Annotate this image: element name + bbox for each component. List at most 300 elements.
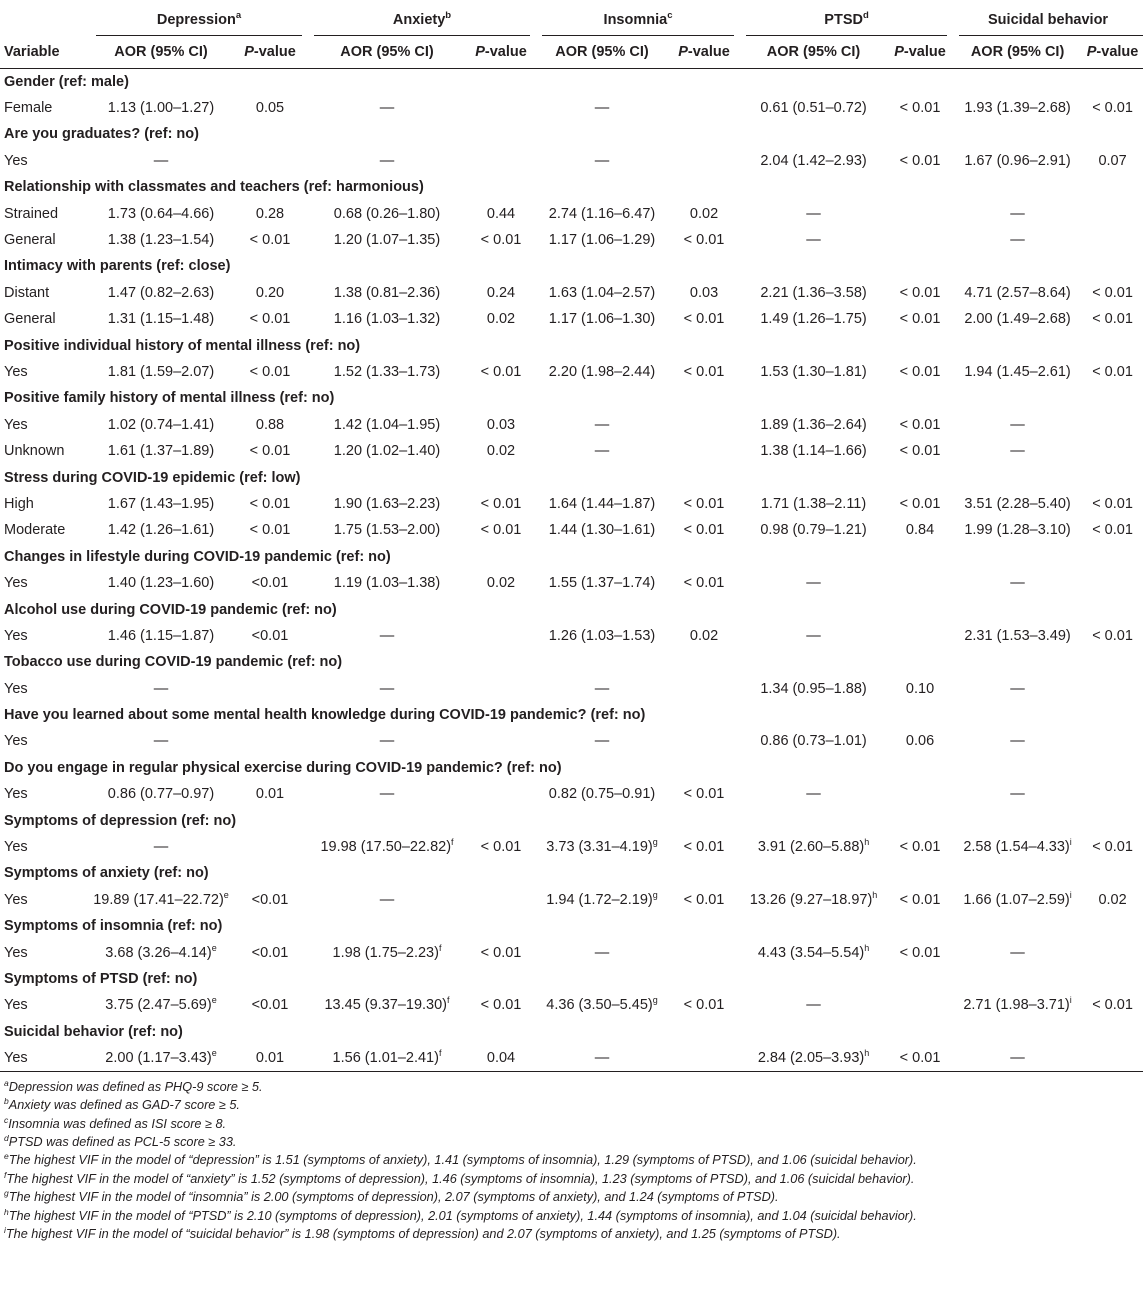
section-label: Symptoms of insomnia (ref: no) xyxy=(4,918,223,935)
p-value-cell: < 0.01 xyxy=(899,284,941,301)
p-value-cell: < 0.01 xyxy=(1092,627,1133,644)
aor-value: 1.89 (1.36–2.64) xyxy=(760,416,867,433)
aor-value: 3.51 (2.28–5.40) xyxy=(964,495,1071,512)
p-value-cell: < 0.01 xyxy=(899,416,941,433)
aor-value: — xyxy=(594,416,610,433)
aor-cell xyxy=(740,95,887,121)
section-label: Changes in lifestyle during COVID-19 pandemic (ref: no) xyxy=(4,548,391,565)
p-value-cell: < 0.01 xyxy=(1092,311,1133,328)
p-value-cell: 0.02 xyxy=(486,575,516,592)
p-value-cell: < 0.01 xyxy=(899,944,941,961)
aor-cell xyxy=(740,200,887,226)
aor-value: 1.17 (1.06–1.30) xyxy=(548,311,656,328)
aor-value: 1.94 (1.72–2.19) xyxy=(546,891,653,908)
aor-value: 0.98 (0.79–1.21) xyxy=(760,522,867,539)
table-row xyxy=(0,728,1143,754)
aor-value: 1.98 (1.75–2.23) xyxy=(332,944,439,961)
aor-value: — xyxy=(594,733,610,750)
p-value-cell: 0.10 xyxy=(905,680,935,697)
p-value-cell: < 0.01 xyxy=(899,839,941,856)
row-label: Yes xyxy=(4,363,28,380)
aor-value: — xyxy=(594,680,610,697)
p-value-cell: 0.03 xyxy=(689,284,719,301)
aor-value: — xyxy=(594,1049,610,1066)
footnote-mark: e xyxy=(223,889,229,900)
aor-cell xyxy=(740,1045,887,1071)
p-value-header: P-value xyxy=(466,36,536,69)
aor-value: — xyxy=(594,152,610,169)
aor-value: 1.66 (1.07–2.59) xyxy=(963,891,1070,908)
section-row xyxy=(0,385,1143,411)
footnote-mark: i xyxy=(1069,995,1072,1006)
p-value-cell xyxy=(466,887,536,913)
section-label: Do you engage in regular physical exercise during COVID-19 pandemic? (ref: no) xyxy=(4,759,562,776)
footnote-mark: f xyxy=(451,837,454,848)
section-label: Symptoms of anxiety (ref: no) xyxy=(4,865,209,882)
p-value-cell: < 0.01 xyxy=(683,232,725,249)
aor-cell xyxy=(953,570,1082,596)
p-value-cell: <0.01 xyxy=(251,891,289,908)
p-value-header: P-value xyxy=(232,36,308,69)
p-value-cell xyxy=(232,675,308,701)
aor-value: 1.81 (1.59–2.07) xyxy=(107,363,215,380)
aor-value: 2.58 (1.54–4.33) xyxy=(963,839,1070,856)
footnote-text: Anxiety was defined as GAD-7 score ≥ 5. xyxy=(8,1098,240,1113)
aor-value: 1.02 (0.74–1.41) xyxy=(107,416,215,433)
aor-value: — xyxy=(153,839,169,856)
p-value-cell xyxy=(1082,781,1143,807)
table-header xyxy=(0,4,1143,69)
aor-value: — xyxy=(379,627,395,644)
footnote-mark: e xyxy=(4,1151,9,1162)
aor-cell xyxy=(953,280,1082,306)
aor-value: 1.44 (1.30–1.61) xyxy=(548,522,656,539)
aor-value: 1.71 (1.38–2.11) xyxy=(760,495,867,512)
p-value-cell: < 0.01 xyxy=(1092,997,1133,1014)
section-label: Gender (ref: male) xyxy=(4,73,129,90)
p-value-cell xyxy=(466,95,536,121)
aor-cell xyxy=(536,728,668,754)
aor-value: 1.20 (1.07–1.35) xyxy=(333,232,441,249)
section-row xyxy=(0,966,1143,992)
footnote xyxy=(4,1207,1143,1225)
section-row xyxy=(0,121,1143,147)
aor-cell xyxy=(90,517,232,543)
aor-cell xyxy=(90,781,232,807)
aor-value: 1.42 (1.04–1.95) xyxy=(333,416,441,433)
aor-cell xyxy=(308,675,466,701)
aor-cell xyxy=(536,781,668,807)
aor-header: AOR (95% CI) xyxy=(740,36,887,69)
p-value-cell: < 0.01 xyxy=(249,232,291,249)
aor-cell xyxy=(740,623,887,649)
group-header-ptsd: PTSD$^d$ xyxy=(740,4,953,36)
aor-value: 1.55 (1.37–1.74) xyxy=(548,575,656,592)
aor-header: AOR (95% CI) xyxy=(953,36,1082,69)
aor-cell xyxy=(740,728,887,754)
section-label: Intimacy with parents (ref: close) xyxy=(4,258,231,275)
aor-value: — xyxy=(379,786,395,803)
footnote-mark: f xyxy=(438,942,442,953)
footnotes xyxy=(0,1078,1143,1244)
p-value-cell xyxy=(887,992,953,1018)
p-value-cell: < 0.01 xyxy=(480,232,522,249)
footnote xyxy=(4,1170,1143,1188)
aor-value: 1.64 (1.44–1.87) xyxy=(548,495,656,512)
aor-value: 2.00 (1.49–2.68) xyxy=(964,311,1071,328)
aor-cell xyxy=(953,887,1082,913)
variable-header-spacer xyxy=(0,4,90,36)
p-value-cell: 0.24 xyxy=(486,284,516,301)
aor-value: 13.45 (9.37–19.30) xyxy=(324,997,448,1014)
aor-value: 2.31 (1.53–3.49) xyxy=(964,627,1071,644)
aor-value: — xyxy=(806,232,821,249)
aor-cell xyxy=(740,148,887,174)
aor-value: 1.49 (1.26–1.75) xyxy=(760,311,867,328)
row-label: Yes xyxy=(0,1045,90,1071)
p-value-cell: 0.84 xyxy=(905,522,935,539)
p-value-cell xyxy=(887,623,953,649)
aor-value: 0.86 (0.73–1.01) xyxy=(760,733,867,750)
aor-value: 1.40 (1.23–1.60) xyxy=(107,575,215,592)
aor-value: 1.47 (0.82–2.63) xyxy=(107,284,215,301)
p-value-cell xyxy=(887,200,953,226)
footnote xyxy=(4,1151,1143,1169)
section-label: Are you graduates? (ref: no) xyxy=(4,126,199,143)
p-value-cell: 0.20 xyxy=(255,284,285,301)
table-row xyxy=(0,570,1143,596)
p-value-cell: < 0.01 xyxy=(1092,284,1133,301)
aor-cell xyxy=(953,517,1082,543)
aor-cell xyxy=(536,623,668,649)
p-value-cell: < 0.01 xyxy=(480,363,522,380)
aor-cell xyxy=(953,1045,1082,1071)
aor-cell xyxy=(953,95,1082,121)
aor-cell xyxy=(953,227,1082,253)
p-value-cell: 0.28 xyxy=(255,205,285,222)
section-row xyxy=(0,860,1143,886)
aor-cell xyxy=(740,491,887,517)
p-value-cell xyxy=(1082,227,1143,253)
aor-value: — xyxy=(594,100,610,117)
aor-value: 1.93 (1.39–2.68) xyxy=(964,100,1071,117)
aor-cell xyxy=(740,887,887,913)
aor-cell xyxy=(953,491,1082,517)
table-row xyxy=(0,781,1143,807)
group-header-insomnia: Insomnia$^c$ xyxy=(536,4,740,36)
aor-value: 2.04 (1.42–2.93) xyxy=(760,152,867,169)
aor-cell xyxy=(308,887,466,913)
row-label: Yes xyxy=(4,997,28,1014)
p-value-cell: < 0.01 xyxy=(683,311,725,328)
p-value-cell: <0.01 xyxy=(251,627,289,644)
aor-cell xyxy=(90,438,232,464)
footnote-text: The highest VIF in the model of “depression” is 1.51 (symptoms of anxiety), 1.41 (symptoms of insomnia), 1.29 (symptoms of PTSD), and 1.06 (suicidal behavior). xyxy=(8,1153,917,1168)
aor-cell xyxy=(308,200,466,226)
aor-cell xyxy=(953,359,1082,385)
p-value-cell: < 0.01 xyxy=(683,839,725,856)
aor-value: — xyxy=(806,205,821,222)
row-label: Yes xyxy=(4,733,28,750)
p-value-cell: 0.07 xyxy=(1098,152,1127,169)
section-label: Positive family history of mental illness (ref: no) xyxy=(4,390,335,407)
table-body xyxy=(0,69,1143,1072)
p-value-cell: < 0.01 xyxy=(480,997,522,1014)
aor-cell xyxy=(953,939,1082,965)
p-value-cell xyxy=(1082,200,1143,226)
p-value-cell xyxy=(668,95,740,121)
aor-value: 3.75 (2.47–5.69) xyxy=(105,997,212,1014)
row-label: Yes xyxy=(4,575,28,592)
table-row xyxy=(0,1045,1143,1071)
p-value-cell: <0.01 xyxy=(251,997,289,1014)
aor-cell xyxy=(536,438,668,464)
footnote-mark: e xyxy=(211,942,217,953)
aor-value: 1.63 (1.04–2.57) xyxy=(548,284,656,301)
p-value-cell xyxy=(668,148,740,174)
aor-cell xyxy=(308,517,466,543)
aor-cell xyxy=(308,148,466,174)
aor-cell xyxy=(536,491,668,517)
footnote xyxy=(4,1225,1143,1243)
p-value-cell: < 0.01 xyxy=(249,311,291,328)
footnote-mark: c xyxy=(4,1114,9,1125)
aor-value: — xyxy=(1010,443,1025,460)
aor-header: AOR (95% CI) xyxy=(90,36,232,69)
p-value-cell xyxy=(668,412,740,438)
p-value-cell: 0.04 xyxy=(466,1045,536,1071)
section-label: Alcohol use during COVID-19 pandemic (ref: no) xyxy=(4,601,337,618)
aor-value: 1.38 (0.81–2.36) xyxy=(333,284,441,301)
footnote-text: The highest VIF in the model of “anxiety” is 1.52 (symptoms of depression), 1.46 (symptoms of insomnia), 1.23 (symptoms of PTSD), and 1.06 (suicidal behavior). xyxy=(6,1171,915,1186)
footnote-text: PTSD was defined as PCL-5 score ≥ 33. xyxy=(8,1135,237,1150)
aor-value: 1.38 (1.14–1.66) xyxy=(760,443,867,460)
aor-cell xyxy=(740,412,887,438)
p-value-cell: 0.88 xyxy=(255,416,285,433)
p-value-cell: < 0.01 xyxy=(899,443,941,460)
table-row xyxy=(0,675,1143,701)
aor-cell xyxy=(536,887,668,913)
p-value-cell xyxy=(668,438,740,464)
aor-cell xyxy=(536,359,668,385)
section-row xyxy=(0,174,1143,200)
row-label: Yes xyxy=(4,786,28,803)
p-value-cell xyxy=(887,227,953,253)
aor-cell xyxy=(90,148,232,174)
aor-cell xyxy=(308,939,466,965)
aor-value: 2.71 (1.98–3.71) xyxy=(963,997,1070,1014)
footnote-mark: g xyxy=(652,995,658,1006)
aor-value: — xyxy=(379,891,395,908)
footnote-mark: d xyxy=(4,1132,9,1143)
aor-value: 1.42 (1.26–1.61) xyxy=(107,522,215,539)
p-value-cell: < 0.01 xyxy=(899,363,941,380)
row-label: Yes xyxy=(4,416,28,433)
aor-value: 1.19 (1.03–1.38) xyxy=(333,575,441,592)
p-value-cell: < 0.01 xyxy=(683,495,725,512)
p-value-cell: < 0.01 xyxy=(1092,839,1133,856)
aor-cell xyxy=(740,517,887,543)
footnote-mark: i xyxy=(1069,837,1072,848)
aor-value: — xyxy=(806,786,821,803)
p-value-cell xyxy=(466,148,536,174)
footnote-mark: g xyxy=(4,1188,9,1199)
aor-value: 19.98 (17.50–22.82) xyxy=(320,839,452,856)
aor-value: — xyxy=(379,680,395,697)
aor-value: — xyxy=(153,733,169,750)
aor-value: 0.68 (0.26–1.80) xyxy=(333,205,441,222)
aor-cell xyxy=(308,359,466,385)
p-value-cell: < 0.01 xyxy=(899,495,941,512)
table-row xyxy=(0,359,1143,385)
section-row xyxy=(0,332,1143,358)
aor-value: 4.36 (3.50–5.45) xyxy=(546,997,653,1014)
footnote-mark: h xyxy=(4,1206,9,1217)
p-value-cell: < 0.01 xyxy=(1092,522,1133,539)
p-value-cell: 0.01 xyxy=(232,1045,308,1071)
section-row xyxy=(0,702,1143,728)
p-value-cell xyxy=(1082,728,1143,754)
p-value-cell: 0.02 xyxy=(486,311,516,328)
p-value-cell: < 0.01 xyxy=(249,522,291,539)
table-row xyxy=(0,834,1143,860)
aor-cell xyxy=(90,675,232,701)
aor-cell xyxy=(953,438,1082,464)
row-label: High xyxy=(4,495,34,512)
table-row xyxy=(0,280,1143,306)
section-label: Have you learned about some mental health knowledge during COVID-19 pandemic? (ref: no) xyxy=(4,707,646,724)
p-value-cell: < 0.01 xyxy=(249,363,291,380)
p-value-cell: < 0.01 xyxy=(899,891,941,908)
section-row xyxy=(0,596,1143,622)
table-row xyxy=(0,491,1143,517)
section-row xyxy=(0,807,1143,833)
aor-cell xyxy=(308,438,466,464)
p-value-cell: < 0.01 xyxy=(899,100,941,117)
p-value-cell xyxy=(668,939,740,965)
aor-cell xyxy=(953,200,1082,226)
p-value-cell: < 0.01 xyxy=(683,786,725,803)
aor-value: 1.13 (1.00–1.27) xyxy=(107,100,215,117)
aor-cell xyxy=(536,306,668,332)
aor-value: — xyxy=(379,100,395,117)
aor-cell xyxy=(308,306,466,332)
aor-cell xyxy=(90,887,232,913)
footnote-mark: f xyxy=(438,1048,442,1059)
aor-cell xyxy=(740,306,887,332)
aor-value: — xyxy=(1010,205,1025,222)
aor-value: 2.00 (1.17–3.43) xyxy=(105,1049,212,1066)
aor-value: 2.21 (1.36–3.58) xyxy=(760,284,867,301)
aor-value: 1.73 (0.64–4.66) xyxy=(107,205,215,222)
aor-value: — xyxy=(1010,944,1025,961)
row-label: Yes xyxy=(4,891,28,908)
p-value-header: P-value xyxy=(887,36,953,69)
footnote xyxy=(4,1096,1143,1114)
p-value-cell xyxy=(232,148,308,174)
aor-value: 2.84 (2.05–3.93) xyxy=(757,1049,865,1066)
p-value-cell: < 0.01 xyxy=(683,891,725,908)
aor-cell xyxy=(536,570,668,596)
table-row xyxy=(0,95,1143,121)
aor-cell xyxy=(90,491,232,517)
p-value-cell: < 0.01 xyxy=(1092,495,1133,512)
aor-value: 3.73 (3.31–4.19) xyxy=(546,839,653,856)
table-row xyxy=(0,438,1143,464)
p-value-cell: < 0.01 xyxy=(887,1045,953,1071)
aor-value: 4.43 (3.54–5.54) xyxy=(757,944,865,961)
p-value-cell xyxy=(887,781,953,807)
aor-value: — xyxy=(806,627,821,644)
row-label: Yes xyxy=(4,627,28,644)
aor-value: 3.68 (3.26–4.14) xyxy=(105,944,212,961)
aor-value: 19.89 (17.41–22.72) xyxy=(93,891,224,908)
aor-cell xyxy=(740,438,887,464)
p-value-cell: 0.02 xyxy=(486,443,516,460)
aor-value: — xyxy=(806,997,821,1014)
aor-value: — xyxy=(1010,1049,1025,1066)
aor-value: — xyxy=(379,152,395,169)
p-value-cell xyxy=(232,728,308,754)
aor-cell xyxy=(953,306,1082,332)
aor-cell xyxy=(536,227,668,253)
p-value-cell: 0.05 xyxy=(255,100,285,117)
p-value-cell: < 0.01 xyxy=(249,443,291,460)
group-header-suicidal-behavior: Suicidal behavior xyxy=(953,4,1143,36)
footnote-mark: h xyxy=(864,837,870,848)
aor-cell xyxy=(90,570,232,596)
aor-value: — xyxy=(594,443,610,460)
aor-value: — xyxy=(1010,416,1025,433)
p-value-cell: < 0.01 xyxy=(480,522,522,539)
section-label: Stress during COVID-19 epidemic (ref: low) xyxy=(4,469,301,486)
aor-cell xyxy=(740,939,887,965)
table-row xyxy=(0,939,1143,965)
table-row xyxy=(0,412,1143,438)
group-header-anxiety: Anxiety$^b$ xyxy=(308,4,536,36)
aor-value: — xyxy=(1010,680,1025,697)
aor-value: 1.90 (1.63–2.23) xyxy=(333,495,441,512)
section-label: Tobacco use during COVID-19 pandemic (ref: no) xyxy=(4,654,343,671)
aor-cell xyxy=(536,148,668,174)
footnote-text: The highest VIF in the model of “PTSD” is 2.10 (symptoms of depression), 2.01 (symptoms of anxiety), 1.44 (symptoms of insomnia), and 1.04 (suicidal behavior). xyxy=(8,1208,917,1223)
aor-cell xyxy=(308,491,466,517)
row-label: General xyxy=(4,311,56,328)
p-value-cell: 0.02 xyxy=(689,627,719,644)
p-value-cell: < 0.01 xyxy=(683,997,725,1014)
aor-value: 1.31 (1.15–1.48) xyxy=(107,311,215,328)
aor-cell xyxy=(536,517,668,543)
table-row xyxy=(0,517,1143,543)
aor-cell xyxy=(953,148,1082,174)
regression-table xyxy=(0,4,1143,1072)
aor-cell xyxy=(90,834,232,860)
footnote-mark: f xyxy=(447,995,450,1006)
aor-value: 1.26 (1.03–1.53) xyxy=(548,627,656,644)
footnote xyxy=(4,1078,1143,1096)
section-row xyxy=(0,544,1143,570)
aor-cell xyxy=(740,359,887,385)
p-value-cell xyxy=(887,570,953,596)
aor-value: 4.71 (2.57–8.64) xyxy=(964,284,1071,301)
aor-cell xyxy=(90,95,232,121)
aor-cell xyxy=(308,834,466,860)
p-value-cell: 0.44 xyxy=(486,205,516,222)
row-label: Unknown xyxy=(4,443,65,460)
footnote-text: The highest VIF in the model of “suicidal behavior” is 1.98 (symptoms of depression) and 2.07 (symptoms of anxiety), and 1.25 (symptoms of PTSD). xyxy=(5,1227,841,1242)
table-row xyxy=(0,992,1143,1018)
p-value-header: P-value xyxy=(1082,36,1143,69)
